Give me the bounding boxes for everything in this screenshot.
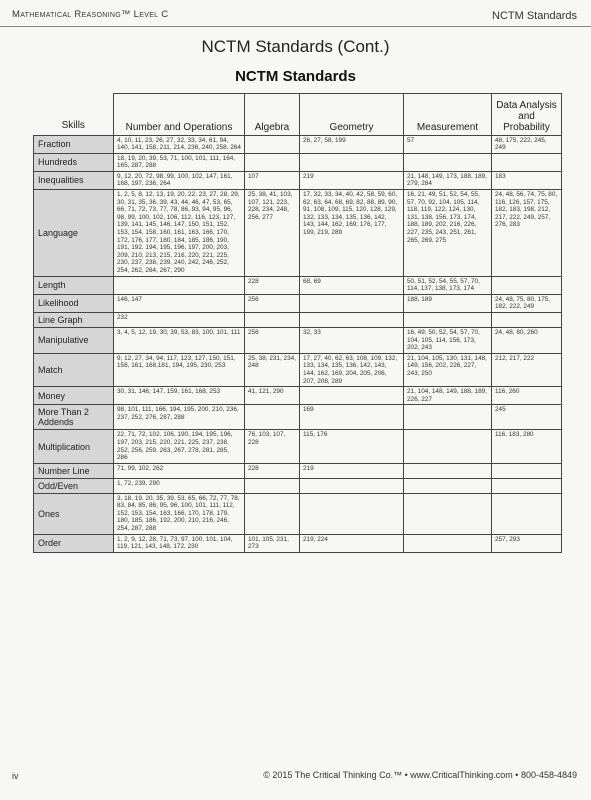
data-analysis-cell: 116, 260 — [492, 387, 562, 405]
data-analysis-cell — [492, 463, 562, 478]
table-row — [34, 327, 562, 353]
number-operations-cell — [114, 276, 245, 294]
algebra-cell: 228 — [245, 276, 300, 294]
data-analysis-cell: 24, 48, 56, 74, 75, 80, 116, 126, 157, 175, 182, 183, 198, 212, 217, 222, 249, 257, 276, 283 — [492, 190, 562, 277]
table-header — [34, 94, 562, 136]
skill-cell: Fraction — [34, 135, 114, 153]
skill-cell: Language — [34, 190, 114, 277]
skill-cell: Hundreds — [34, 153, 114, 171]
geometry-cell: 26, 27, 58, 199 — [300, 135, 404, 153]
header-skills: Skills — [34, 94, 114, 136]
measurement-cell — [404, 430, 492, 463]
data-analysis-cell: 212, 217, 222 — [492, 353, 562, 386]
skill-cell: Length — [34, 276, 114, 294]
data-analysis-cell: 116, 183, 280 — [492, 430, 562, 463]
geometry-cell: 219 — [300, 171, 404, 189]
number-operations-cell: 4, 10, 11, 23, 26, 27, 32, 33, 34, 61, 94, 140, 141, 158, 211, 214, 236, 240, 258, 264 — [114, 135, 245, 153]
table-row — [34, 135, 562, 153]
table-row — [34, 294, 562, 312]
algebra-cell: 25, 38, 41, 103, 107, 121, 223, 228, 234, 248, 256, 277 — [245, 190, 300, 277]
table-body — [34, 135, 562, 552]
algebra-cell: 256 — [245, 327, 300, 353]
algebra-cell: 41, 121, 290 — [245, 387, 300, 405]
measurement-cell: 16, 21, 49, 51, 52, 54, 55, 57, 70, 92, 104, 105, 114, 118, 119, 122, 124, 130, 131, 138, 156, 173, 174, 188, 189, 202, 216, 226, 227, 235, 243, 251, 261, 265, 269, 275 — [404, 190, 492, 277]
data-analysis-cell — [492, 153, 562, 171]
data-analysis-cell: 183 — [492, 171, 562, 189]
geometry-cell — [300, 478, 404, 493]
header-number-operations: Number and Operations — [114, 94, 245, 136]
measurement-cell — [404, 463, 492, 478]
algebra-cell: 76, 103, 107, 228 — [245, 430, 300, 463]
table-row — [34, 387, 562, 405]
table-row — [34, 405, 562, 430]
number-operations-cell: 1, 2, 5, 8, 12, 13, 19, 20, 22, 23, 27, 28, 29, 30, 31, 35, 36, 39, 43, 44, 46, 47, 53, 65, 66, 71, 72, 73, 77, 78, 86, 93, 94, 95, 96, 98, 99, 100, 102, 106, 112, 116, 123, 127, 139, 141, 145, 146, 147, 150, 151, 152, 153, 154, 158, 160, 161, 163, 166, 170, 172, 176, 177, 180, 184, 185, 186, 190, 191, 192, 194, 195, 196, 197, 200, 203, 209, 210, 213, 215, 216, 220, 221, 225, 230, 237, 238, 239, 240, 242, 246, 252, 254, 262, 264, 267, 290 — [114, 190, 245, 277]
data-analysis-cell: 24, 48, 75, 80, 175, 182, 222, 249 — [492, 294, 562, 312]
table-title: NCTM Standards — [235, 68, 356, 85]
geometry-cell: 169 — [300, 405, 404, 430]
geometry-cell — [300, 312, 404, 327]
skill-cell: Line Graph — [34, 312, 114, 327]
table-row — [34, 171, 562, 189]
algebra-cell: 25, 38, 231, 234, 248 — [245, 353, 300, 386]
algebra-cell — [245, 312, 300, 327]
measurement-cell — [404, 534, 492, 552]
algebra-cell: 256 — [245, 294, 300, 312]
skill-cell: Number Line — [34, 463, 114, 478]
skill-cell: Order — [34, 534, 114, 552]
skill-cell: Match — [34, 353, 114, 386]
copyright-line: © 2015 The Critical Thinking Co.™ • www.CriticalThinking.com • 800-458-4849 — [263, 770, 577, 780]
skill-cell: Money — [34, 387, 114, 405]
geometry-cell: 219 — [300, 463, 404, 478]
algebra-cell: 107 — [245, 171, 300, 189]
skill-cell: Ones — [34, 493, 114, 534]
header-geometry: Geometry — [300, 94, 404, 136]
number-operations-cell: 98, 101, 111, 166, 194, 195, 200, 210, 236, 237, 252, 276, 287, 288 — [114, 405, 245, 430]
table-row — [34, 478, 562, 493]
number-operations-cell: 9, 12, 27, 34, 94, 117, 123, 127, 150, 151, 158, 161, 168,181, 194, 195, 230, 253 — [114, 353, 245, 386]
measurement-cell: 16, 49, 50, 52, 54, 57, 70, 104, 105, 114, 156, 173, 202, 243 — [404, 327, 492, 353]
algebra-cell — [245, 493, 300, 534]
data-analysis-cell: 245 — [492, 405, 562, 430]
data-analysis-cell: 48, 175, 222, 245, 249 — [492, 135, 562, 153]
skill-cell: More Than 2 Addends — [34, 405, 114, 430]
geometry-cell: 115, 176 — [300, 430, 404, 463]
measurement-cell: 188, 189 — [404, 294, 492, 312]
algebra-cell — [245, 478, 300, 493]
page-number: iv — [12, 771, 19, 781]
table-row — [34, 430, 562, 463]
geometry-cell — [300, 294, 404, 312]
skill-cell: Likelihood — [34, 294, 114, 312]
geometry-cell: 219, 224 — [300, 534, 404, 552]
number-operations-cell: 9, 12, 20, 72, 98, 99, 100, 102, 147, 161, 168, 197, 236, 264 — [114, 171, 245, 189]
table-row — [34, 190, 562, 277]
data-analysis-cell: 24, 48, 80, 260 — [492, 327, 562, 353]
algebra-cell: 228 — [245, 463, 300, 478]
measurement-cell: 57 — [404, 135, 492, 153]
skill-cell: Multiplication — [34, 430, 114, 463]
skill-cell: Inequalities — [34, 171, 114, 189]
algebra-cell: 101, 105, 231, 273 — [245, 534, 300, 552]
geometry-cell: 17, 27, 40, 62, 63, 108, 109, 132, 133, 134, 135, 136, 142, 143, 144, 162, 169, 204, 205, 206, 207, 208, 289 — [300, 353, 404, 386]
geometry-cell: 17, 32, 33, 34, 40, 42, 58, 59, 60, 62, 63, 64, 68, 69, 82, 88, 89, 90, 91, 108, 109, 115, 120, 128, 129, 132, 133, 134, 135, 136, 142, 143, 144, 162, 169, 176, 177, 199, 219, 289 — [300, 190, 404, 277]
measurement-cell: 21, 104, 148, 149, 188, 189, 226, 227 — [404, 387, 492, 405]
number-operations-cell: 1, 2, 9, 12, 28, 71, 73, 97, 100, 101, 104, 119, 121, 143, 148, 172, 230 — [114, 534, 245, 552]
data-analysis-cell — [492, 478, 562, 493]
running-header — [0, 0, 591, 26]
measurement-cell — [404, 312, 492, 327]
measurement-cell — [404, 153, 492, 171]
measurement-cell — [404, 405, 492, 430]
algebra-cell — [245, 405, 300, 430]
number-operations-cell: 22, 71, 72, 102, 106, 190, 194, 195, 196, 197, 203, 215, 220, 221, 225, 237, 238, 252, 256, 259, 263, 267, 278, 281, 285, 286 — [114, 430, 245, 463]
measurement-cell: 50, 51, 52, 54, 55, 57, 70, 114, 137, 138, 173, 174 — [404, 276, 492, 294]
table-row — [34, 463, 562, 478]
measurement-cell: 21, 148, 149, 173, 188, 189, 279, 284 — [404, 171, 492, 189]
algebra-cell — [245, 135, 300, 153]
table-row — [34, 312, 562, 327]
geometry-cell — [300, 153, 404, 171]
number-operations-cell: 3, 4, 5, 12, 19, 30, 39, 53, 83, 100, 101, 111 — [114, 327, 245, 353]
skill-cell: Manipulative — [34, 327, 114, 353]
table-row — [34, 276, 562, 294]
number-operations-cell: 146, 147 — [114, 294, 245, 312]
book-title: Mathematical Reasoning™ Level C — [12, 9, 169, 20]
header-rule — [0, 26, 591, 27]
number-operations-cell: 1, 72, 239, 290 — [114, 478, 245, 493]
geometry-cell: 68, 69 — [300, 276, 404, 294]
data-analysis-cell — [492, 493, 562, 534]
table-row — [34, 153, 562, 171]
geometry-cell — [300, 493, 404, 534]
data-analysis-cell — [492, 312, 562, 327]
number-operations-cell: 3, 18, 19, 20, 35, 39, 53, 65, 66, 72, 77, 78, 83, 84, 85, 86, 95, 96, 100, 101, 111, 112, 152, 153, 154, 163, 166, 170, 178, 179, 180, 185, 186, 192, 200, 210, 216, 246, 254, 287, 288 — [114, 493, 245, 534]
header-measurement: Measurement — [404, 94, 492, 136]
number-operations-cell: 30, 31, 146, 147, 159, 161, 168, 253 — [114, 387, 245, 405]
data-analysis-cell — [492, 276, 562, 294]
measurement-cell: 21, 104, 105, 130, 131, 148, 149, 156, 202, 226, 227, 243, 250 — [404, 353, 492, 386]
section-title: NCTM Standards — [492, 10, 577, 22]
standards-table — [33, 93, 562, 553]
measurement-cell — [404, 478, 492, 493]
header-data-analysis: Data Analysis and Probability — [492, 94, 562, 136]
number-operations-cell: 18, 19, 20, 39, 53, 71, 100, 101, 111, 164, 165, 287, 288 — [114, 153, 245, 171]
geometry-cell: 32, 33 — [300, 327, 404, 353]
skill-cell: Odd/Even — [34, 478, 114, 493]
algebra-cell — [245, 153, 300, 171]
measurement-cell — [404, 493, 492, 534]
page-title: NCTM Standards (Cont.) — [201, 37, 390, 56]
number-operations-cell: 232 — [114, 312, 245, 327]
header-algebra: Algebra — [245, 94, 300, 136]
geometry-cell — [300, 387, 404, 405]
table-row — [34, 493, 562, 534]
table-row — [34, 534, 562, 552]
data-analysis-cell: 257, 293 — [492, 534, 562, 552]
table-row — [34, 353, 562, 386]
number-operations-cell: 71, 99, 102, 262 — [114, 463, 245, 478]
